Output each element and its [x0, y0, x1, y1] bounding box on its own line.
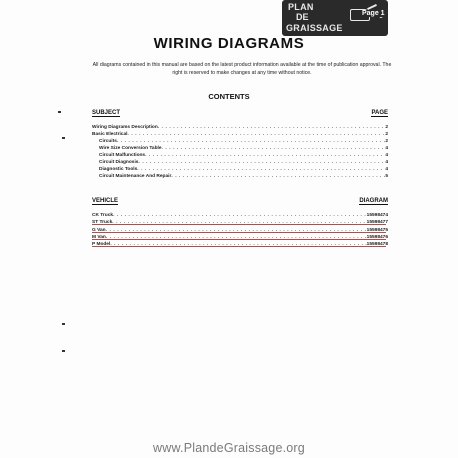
- plan-de-graissage-logo: [282, 0, 388, 36]
- dot-leader: [145, 152, 385, 159]
- dot-leader: [137, 166, 385, 173]
- vehicle-header-row: [92, 198, 388, 204]
- contents-item-label: Wiring Diagrams Description: [92, 125, 158, 130]
- subject-list: [92, 124, 388, 180]
- vehicle-item-label: CK Truck: [92, 213, 114, 218]
- contents-row: [92, 152, 388, 159]
- contents-row: [92, 138, 388, 145]
- vehicle-item-label: M Van: [92, 234, 106, 240]
- vehicle-list: [92, 212, 388, 248]
- contents-row: [92, 166, 388, 173]
- page-title: WIRING DIAGRAMS: [153, 35, 305, 52]
- contents-item-label: Circuit Malfunctions: [99, 153, 146, 158]
- dot-leader: [158, 124, 386, 131]
- contents-row: [92, 145, 388, 152]
- vehicle-item-diagram: 15598478: [366, 242, 388, 248]
- vehicle-item-diagram: 15598474: [366, 213, 388, 218]
- logo-text-line3: GRAISSAGE: [286, 23, 343, 33]
- subject-header-row: [92, 110, 388, 116]
- scan-mark: [62, 137, 65, 139]
- subject-header: SUBJECT: [92, 110, 121, 116]
- vehicle-item-diagram: 15598477: [366, 220, 388, 226]
- scan-mark: [58, 111, 61, 113]
- vehicle-row: [92, 227, 388, 234]
- contents-item-label: Basic Electrical: [92, 132, 128, 137]
- vehicle-row: [92, 219, 388, 226]
- contents-row: [92, 131, 388, 138]
- dot-leader: [127, 131, 385, 138]
- dot-leader: [106, 234, 367, 241]
- contents-item-page: 2: [385, 132, 388, 137]
- vehicle-item-diagram: 15598475: [366, 227, 388, 233]
- contents-heading: CONTENTS: [208, 92, 250, 101]
- dot-leader: [112, 219, 366, 226]
- contents-item-label: Diagnostic Tools: [99, 167, 138, 172]
- vehicle-row: [92, 234, 388, 241]
- contents-row: [92, 173, 388, 180]
- contents-item-page: 4: [385, 160, 388, 165]
- dot-leader: [138, 159, 385, 166]
- diagram-header: DIAGRAM: [359, 198, 388, 204]
- dot-leader: [113, 212, 367, 219]
- page-number: Page 1: [362, 10, 385, 17]
- website-footer: www.PlandeGraissage.org: [153, 441, 305, 455]
- dot-leader: [110, 241, 366, 248]
- contents-item-page: 4: [385, 153, 388, 158]
- contents-item-label: Circuit Diagnosis: [99, 160, 139, 165]
- contents-item-page: 5: [385, 174, 388, 179]
- vehicle-item-label: ST Truck: [92, 220, 113, 226]
- contents-item-page: 2: [385, 125, 388, 130]
- logo-text-line1: PLAN: [288, 2, 314, 12]
- dot-leader: [171, 173, 385, 180]
- logo-text-line2: DE: [296, 12, 309, 22]
- vehicle-header: VEHICLE: [92, 198, 119, 204]
- dot-leader: [162, 145, 386, 152]
- contents-item-label: Circuit Maintenance And Repair: [99, 174, 172, 179]
- page-header: PAGE: [371, 110, 388, 116]
- intro-paragraph: All diagrams contained in this manual are based on the latest product information available at the time of publication approval. The right is reserved to make changes at any time without notice.: [92, 62, 392, 76]
- contents-item-label: Circuits: [99, 139, 117, 144]
- dot-leader: [117, 138, 385, 145]
- vehicle-row: [92, 212, 388, 219]
- contents-item-page: 4: [385, 167, 388, 172]
- vehicle-item-label: P Model: [92, 242, 111, 248]
- contents-item-page: 4: [385, 146, 388, 151]
- scan-mark: [62, 350, 65, 352]
- contents-item-page: 2: [385, 139, 388, 144]
- contents-row: [92, 124, 388, 131]
- dot-leader: [106, 227, 367, 234]
- contents-item-label: Wire Size Conversion Table: [99, 146, 162, 151]
- vehicle-item-label: G Van: [92, 227, 106, 233]
- scan-mark: [62, 323, 65, 325]
- contents-row: [92, 159, 388, 166]
- vehicle-row: [92, 241, 388, 248]
- vehicle-item-diagram: 15598476: [366, 234, 388, 240]
